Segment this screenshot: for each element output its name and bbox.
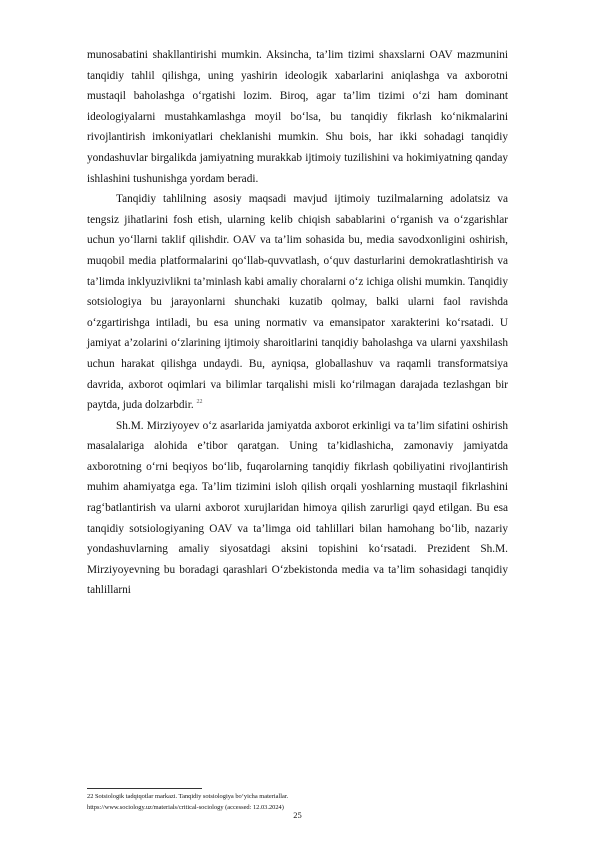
footnote-reference[interactable]: 22: [196, 399, 203, 406]
body-text: [87, 45, 508, 601]
paragraph-critical-analysis-text: Tanqidiy tahlilning asosiy maqsadi mavjud ijtimoiy tuzilmalarning adolatsiz va tengsiz jihatlarini fosh etish, ularning kelib chiqish sabablarini o‘rganish va o‘zgarishlar uchun yo‘llarni taklif qilishdir. OAV va ta’lim sohasida bu, media savodxonligini oshirish, muqobil media platformalarini qo‘llab-quvvatlash, o‘quv dasturlarini demokratlashtirish va ta’limda inklyuzivlikni ta’minlash kabi amaliy choralarni o‘z ichiga olishi mumkin. Tanqidiy sotsiologiya bu jarayonlarni shunchaki kuzatib qolmay, balki ularni faol ravishda o‘zgartirishga intiladi, bu esa uning normativ va emansipator xarakterini ko‘rsatadi. U jamiyat a’zolarini o‘zlarining ijtimoiy sharoitlarini tanqidiy baholashga va ularni yaxshilash uchun harakat qilishga undaydi. Bu, ayniqsa, globallashuv va raqamli transformatsiya davrida, axborot oqimlari va bilimlar tarqalishi misli ko‘rilmagan darajada tezlashgan bir paytda, juda dolzarbdir.: [87, 193, 508, 412]
footnote-url: https://www.sociology.uz/materials/critical-sociology (accessed: 12.03.2024): [87, 804, 284, 811]
footnote-divider: [87, 788, 202, 789]
paragraph-continuation: munosabatini shakllantirishi mumkin. Aksincha, ta’lim tizimi shaxslarni OAV mazmunini tanqidiy tahlil qilishga, uning yashirin ideologik xabarlarini aniqlashga va axborotni mustaqil baholashga o‘rgatishi lozim. Biroq, agar ta’lim tizimi o‘zi ham dominant ideologiyalarni mustahkamlashga moyil bo‘lsa, bu tanqidiy fikrlash ko‘nikmalarini rivojlantirish imkoniyatlari cheklanishi mumkin. Shu bois, har ikki sohadagi tanqidiy yondashuvlar birgalikda jamiyatning murakkab ijtimoiy tuzilishini va hokimiyatning qanday ishlashini tushunishga yordam beradi.: [87, 49, 508, 185]
paragraph-critical-analysis: [87, 189, 508, 416]
footnote-source: 22 Sotsiologik tadqiqotlar markazi. Tanqidiy sotsiologiya bo‘yicha materiallar.: [87, 793, 289, 800]
page-number: 25: [293, 810, 302, 820]
paragraph-mirziyoyev: Sh.M. Mirziyoyev o‘z asarlarida jamiyatda axborot erkinligi va ta’lim sifatini oshirish masalalariga alohida e’tibor qaratgan. Uning ta’kidlashicha, zamonaviy jamiyatda axborotning o‘rni beqiyos bo‘lib, fuqarolarning tanqidiy fikrlash qobiliyatini rivojlantirish muhim ahamiyatga ega. Ta’lim tizimini isloh qilish orqali yoshlarning mustaqil fikrlashini rag‘batlantirish va ularni axborot xurujlaridan himoya qilish zarurligi qayd etilgan. Bu esa tanqidiy sotsiologiyaning OAV va ta’limga oid tahlillari bilan hamohang bo‘lib, nazariy yondashuvlarning amaliy siyosatdagi aksini topishini ko‘rsatadi. Prezident Sh.M. Mirziyoyevning bu boradagi qarashlari O‘zbekistonda media va ta’lim sohasidagi tanqidiy tahlillarni: [87, 419, 508, 597]
